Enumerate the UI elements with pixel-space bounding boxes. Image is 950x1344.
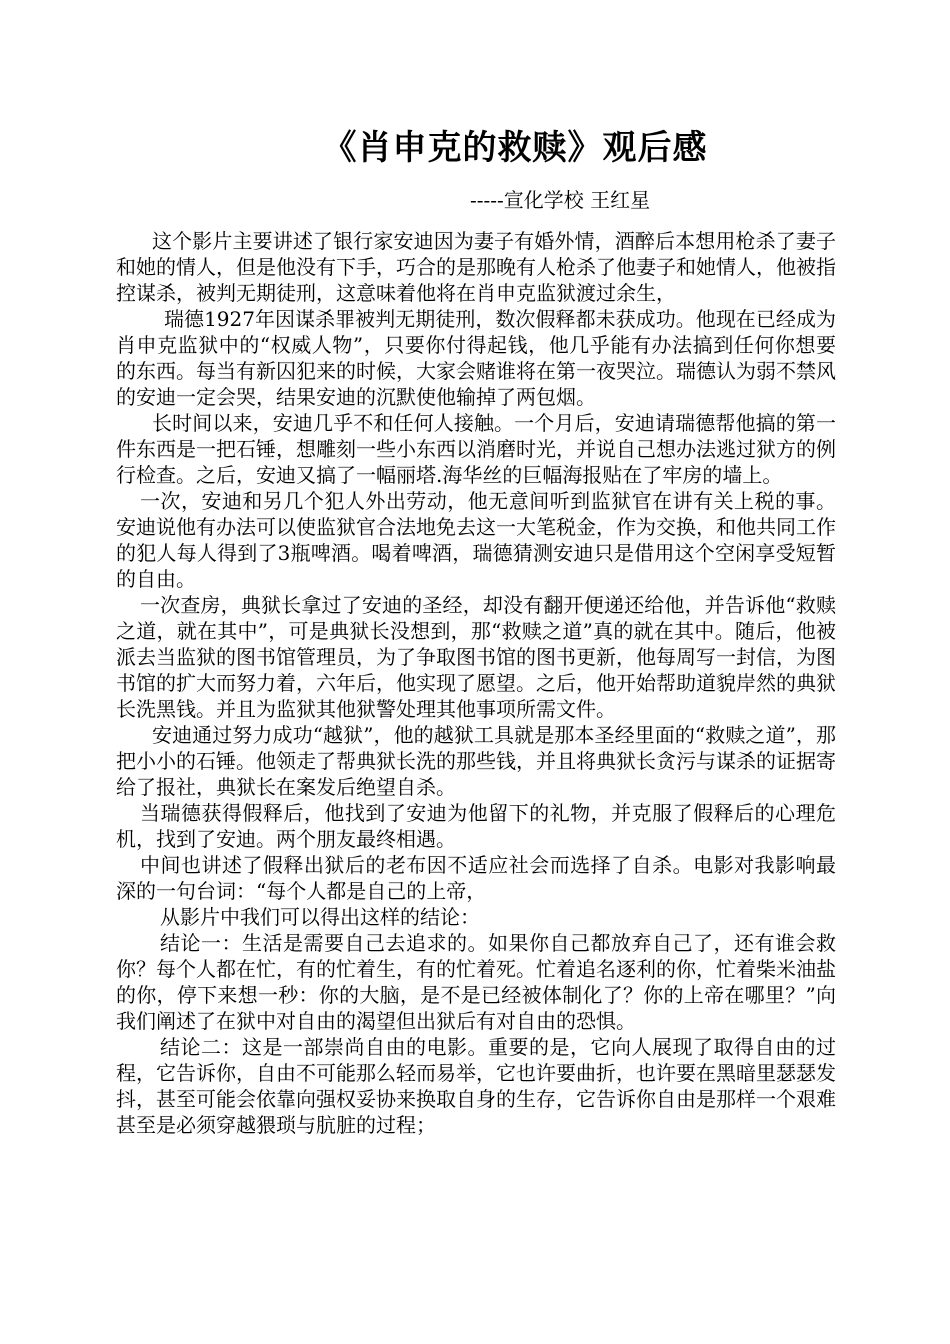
paragraph-brooks: 中间也讲述了假释出狱后的老布因不适应社会而选择了自杀。电影对我影响最深的一句台词：“每个人都是自己的上帝， [116,853,836,903]
paragraph-conclusion-intro: 从影片中我们可以得出这样的结论： [160,905,480,929]
paragraph-red: 瑞德1927年因谋杀罪被判无期徒刑，数次假释都未获成功。他现在已经成为肖申克监狱中的“权威人物”，只要你付得起钱，他几乎能有办法搞到任何你想要的东西。每当有新囚犯来的时候，大家会赌谁将在第一夜哭泣。瑞德认为弱不禁风的安迪一定会哭，结果安迪的沉默使他输掉了两包烟。 [116,307,836,409]
paragraph-parole: 当瑞德获得假释后，他找到了安迪为他留下的礼物，并克服了假释后的心理危机，找到了安迪。两个朋友最终相遇。 [116,801,836,851]
paragraph-tax: 一次，安迪和另几个犯人外出劳动，他无意间听到监狱官在讲有关上税的事。安迪说他有办法可以使监狱官合法地免去这一大笔税金，作为交换，和他共同工作的犯人每人得到了3瓶啤酒。喝着啤酒，瑞德猜测安迪只是借用这个空闲享受短暂的自由。 [116,489,836,591]
paragraph-conclusion-one: 结论一：生活是需要自己去追求的。如果你自己都放弃自己了，还有谁会救你？每个人都在忙，有的忙着生，有的忙着死。忙着追名逐利的你，忙着柴米油盐的你，停下来想一秒：你的大脑，是不是已经被体制化了？你的上帝在哪里？”向我们阐述了在狱中对自由的渴望但出狱后有对自由的恐惧。 [116,931,836,1033]
paragraph-intro: 这个影片主要讲述了银行家安迪因为妻子有婚外情，酒醉后本想用枪杀了妻子和她的情人，但是他没有下手，巧合的是那晚有人枪杀了他妻子和她情人，他被指控谋杀，被判无期徒刑，这意味着他将在肖申克监狱渡过余生， [116,229,836,305]
paragraph-rock-hammer: 长时间以来，安迪几乎不和任何人接触。一个月后，安迪请瑞德帮他搞的第一件东西是一把石锤，想雕刻一些小东西以消磨时光，并说自己想办法逃过狱方的例行检查。之后，安迪又搞了一幅丽塔.海华丝的巨幅海报贴在了牢房的墙上。 [116,411,836,487]
paragraph-escape: 安迪通过努力成功“越狱”，他的越狱工具就是那本圣经里面的“救赎之道”，那把小小的石锤。他领走了帮典狱长洗的那些钱，并且将典狱长贪污与谋杀的证据寄给了报社，典狱长在案发后绝望自杀。 [116,723,836,799]
author-byline: -----宣化学校 王红星 [470,188,651,212]
document-title: 《肖申克的救赎》观后感 [322,128,708,168]
document-body [116,228,836,1138]
paragraph-bible: 一次查房，典狱长拿过了安迪的圣经，却没有翻开便递还给他，并告诉他“救赎之道，就在其中”，可是典狱长没想到，那“救赎之道”真的就在其中。随后，他被派去当监狱的图书馆管理员，为了争取图书馆的图书更新，他每周写一封信，为图书馆的扩大而努力着，六年后，他实现了愿望。之后，他开始帮助道貌岸然的典狱长洗黑钱。并且为监狱其他狱警处理其他事项所需文件。 [116,593,836,721]
paragraph-conclusion-two: 结论二：这是一部崇尚自由的电影。重要的是，它向人展现了取得自由的过程，它告诉你，自由不可能那么轻而易举，它也许要曲折，也许要在黑暗里瑟瑟发抖，甚至可能会依靠向强权妥协来换取自身的生存，它告诉你自由是那样一个艰难甚至是必须穿越猥琐与肮脏的过程； [116,1035,836,1137]
